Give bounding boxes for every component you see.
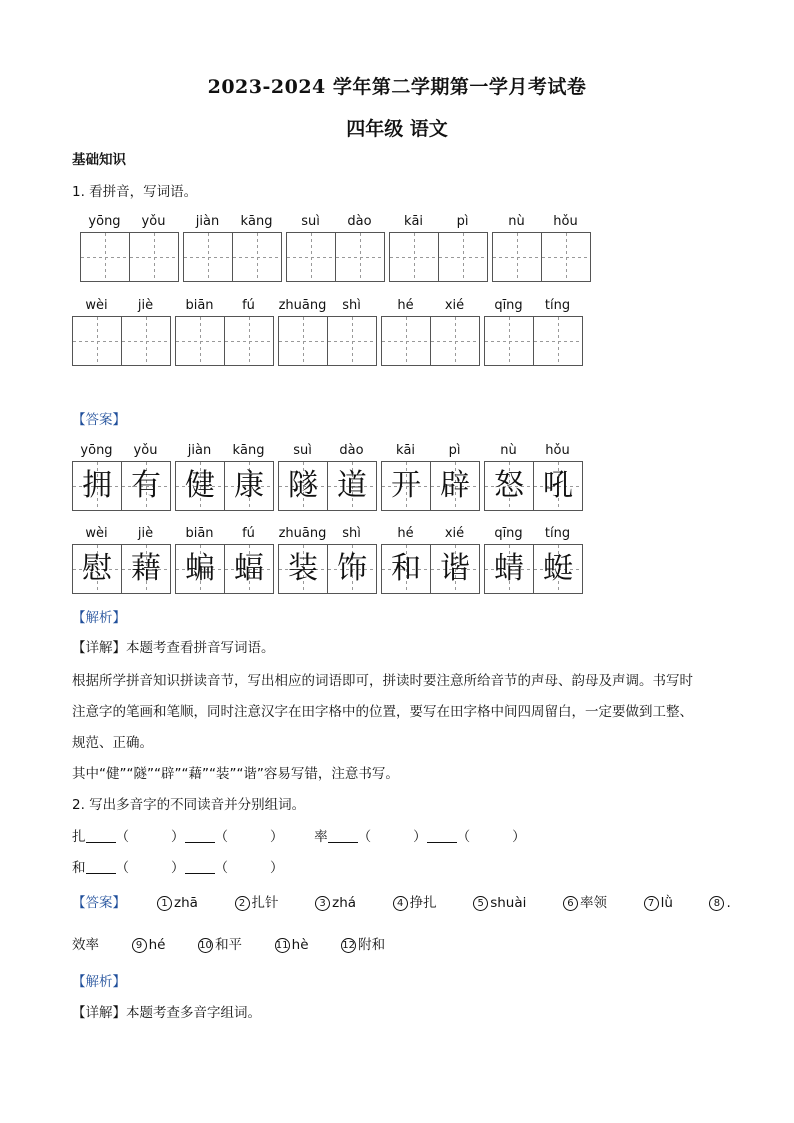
writing-cell[interactable] <box>175 316 225 366</box>
pinyin-label: suì <box>301 214 320 229</box>
writing-cell[interactable] <box>327 316 377 366</box>
writing-cell[interactable] <box>541 232 591 282</box>
pinyin-label: kāng <box>240 214 273 229</box>
writing-cell[interactable] <box>492 232 542 282</box>
pinyin-label: hé <box>397 298 414 313</box>
pinyin-label: pì <box>456 214 469 229</box>
answer-character: 藉 <box>131 551 161 586</box>
pinyin-label: qīng <box>494 298 523 313</box>
pinyin-label: fú <box>242 526 255 541</box>
answer-cell <box>430 544 480 594</box>
word-grid <box>492 214 591 282</box>
writing-cell[interactable] <box>286 232 336 282</box>
paragraph-4: 其中“健”“隧”“辟”“藉”“装”“谐”容易写错，注意书写。 <box>72 766 399 782</box>
answer-character: 慰 <box>82 551 112 586</box>
question-grid-row-1 <box>80 214 591 282</box>
page-title: 2023-2024 学年第二学期第一学月考试卷 <box>207 76 587 98</box>
q2-answers-line-1: 1 zhā 2 扎针 3 zhá 4 挣扎 5 shuài 6 率领 7 lǜ 8 . <box>157 893 731 913</box>
answer-character: 谐 <box>440 551 470 586</box>
pinyin-label: kāng <box>232 443 265 458</box>
answer-cell <box>72 544 122 594</box>
answer-label-1: 【答案】 <box>72 412 126 428</box>
writing-cell[interactable] <box>80 232 130 282</box>
question-grid-row-2 <box>72 298 583 366</box>
paragraph-3: 规范、正确。 <box>72 735 153 751</box>
pinyin-label: wèi <box>85 298 108 313</box>
pinyin-label: tíng <box>544 526 571 541</box>
writing-cell[interactable] <box>278 316 328 366</box>
writing-cell[interactable] <box>389 232 439 282</box>
answer-character: 蝙 <box>185 551 215 586</box>
answer-cell <box>121 544 171 594</box>
answer-label-2: 【答案】 <box>72 895 126 911</box>
answer-character: 开 <box>391 468 421 503</box>
pinyin-label: shì <box>342 526 361 541</box>
answer-cell <box>224 544 274 594</box>
pinyin-label: nù <box>500 443 517 458</box>
paragraph-2: 注意字的笔画和笔顺，同时注意汉字在田字格中的位置，要写在田字格中间四周留白，一定要做到工整、 <box>72 704 693 720</box>
pinyin-label: biān <box>185 298 214 313</box>
pinyin-label: yǒu <box>141 214 166 229</box>
word-grid <box>175 298 274 366</box>
word-grid <box>484 526 583 594</box>
writing-cell[interactable] <box>232 232 282 282</box>
answer-character: 隧 <box>288 468 318 503</box>
answer-character: 蜓 <box>543 551 573 586</box>
pinyin-label: yōng <box>88 214 121 229</box>
word-grid <box>175 443 274 511</box>
writing-cell[interactable] <box>224 316 274 366</box>
writing-cell[interactable] <box>129 232 179 282</box>
pinyin-label: yōng <box>80 443 113 458</box>
question-2: 2. 写出多音字的不同读音并分别组词。 <box>72 797 306 813</box>
pinyin-label: biān <box>185 526 214 541</box>
answer-character: 装 <box>288 551 318 586</box>
detail-1: 【详解】本题考查看拼音写词语。 <box>72 640 275 656</box>
answer-cell <box>533 461 583 511</box>
word-grid <box>80 214 179 282</box>
word-grid <box>72 526 171 594</box>
word-grid <box>278 298 377 366</box>
answer-grid-row-1 <box>72 443 583 511</box>
answer-cell <box>327 461 377 511</box>
answer-character: 吼 <box>543 468 573 503</box>
writing-cell[interactable] <box>430 316 480 366</box>
answer-character: 饰 <box>337 551 367 586</box>
writing-cell[interactable] <box>335 232 385 282</box>
pinyin-label: tíng <box>544 298 571 313</box>
q2-line-2: 和 （ ） （ ） <box>72 860 284 876</box>
word-grid <box>278 526 377 594</box>
answer-cell <box>175 461 225 511</box>
answer-cell <box>278 544 328 594</box>
answer-cell <box>381 544 431 594</box>
pinyin-label: xié <box>444 526 465 541</box>
word-grid <box>175 526 274 594</box>
word-grid <box>286 214 385 282</box>
pinyin-label: jiàn <box>195 214 220 229</box>
word-grid <box>278 443 377 511</box>
word-grid <box>484 443 583 511</box>
pinyin-label: shì <box>342 298 361 313</box>
analysis-label-1: 【解析】 <box>72 610 126 626</box>
answer-cell <box>430 461 480 511</box>
pinyin-label: hǒu <box>545 443 570 458</box>
page-subtitle: 四年级 语文 <box>346 118 448 140</box>
word-grid <box>72 298 171 366</box>
pinyin-label: kāi <box>395 443 416 458</box>
question-1: 1. 看拼音，写词语。 <box>72 184 198 200</box>
word-grid <box>381 298 480 366</box>
answer-grid-row-2 <box>72 526 583 594</box>
writing-cell[interactable] <box>381 316 431 366</box>
q2-line-1: 扎 （ ） （ ） 率 （ ） （ ） <box>72 829 526 845</box>
answer-cell <box>533 544 583 594</box>
answer-character: 蝠 <box>234 551 264 586</box>
pinyin-label: pì <box>448 443 461 458</box>
answer-character: 辟 <box>440 468 470 503</box>
pinyin-label: dào <box>339 443 364 458</box>
answer-cell <box>484 461 534 511</box>
pinyin-label: zhuāng <box>278 298 327 313</box>
answer-cell <box>175 544 225 594</box>
word-grid <box>389 214 488 282</box>
answer-cell <box>224 461 274 511</box>
q2-answers-line-2: 效率 9 hé 10 和平 11 hè 12 附和 <box>72 937 386 953</box>
pinyin-label: jiàn <box>187 443 212 458</box>
writing-cell[interactable] <box>121 316 171 366</box>
answer-character: 有 <box>131 468 161 503</box>
section-heading: 基础知识 <box>72 152 126 168</box>
pinyin-label: jiè <box>137 298 154 313</box>
answer-character: 蜻 <box>494 551 524 586</box>
pinyin-label: wèi <box>85 526 108 541</box>
answer-character: 拥 <box>82 468 112 503</box>
answer-cell <box>278 461 328 511</box>
answer-character: 道 <box>337 468 367 503</box>
detail-2: 【详解】本题考查多音字组词。 <box>72 1005 261 1021</box>
word-grid <box>484 298 583 366</box>
pinyin-label: qīng <box>494 526 523 541</box>
writing-cell[interactable] <box>183 232 233 282</box>
writing-cell[interactable] <box>484 316 534 366</box>
pinyin-label: nù <box>508 214 525 229</box>
writing-cell[interactable] <box>72 316 122 366</box>
pinyin-label: suì <box>293 443 312 458</box>
answer-cell <box>121 461 171 511</box>
answer-character: 和 <box>391 551 421 586</box>
pinyin-label: hé <box>397 526 414 541</box>
pinyin-label: jiè <box>137 526 154 541</box>
answer-character: 康 <box>234 468 264 503</box>
pinyin-label: fú <box>242 298 255 313</box>
word-grid <box>381 526 480 594</box>
pinyin-label: yǒu <box>133 443 158 458</box>
pinyin-label: kāi <box>403 214 424 229</box>
answer-cell <box>72 461 122 511</box>
pinyin-label: dào <box>347 214 372 229</box>
word-grid <box>183 214 282 282</box>
answer-character: 怒 <box>494 468 524 503</box>
word-grid <box>381 443 480 511</box>
answer-cell <box>327 544 377 594</box>
paragraph-1: 根据所学拼音知识拼读音节，写出相应的词语即可，拼读时要注意所给音节的声母、韵母及声调。书写时 <box>72 673 693 689</box>
pinyin-label: hǒu <box>553 214 578 229</box>
analysis-label-2: 【解析】 <box>72 974 126 990</box>
writing-cell[interactable] <box>438 232 488 282</box>
pinyin-label: xié <box>444 298 465 313</box>
pinyin-label: zhuāng <box>278 526 327 541</box>
answer-cell <box>484 544 534 594</box>
writing-cell[interactable] <box>533 316 583 366</box>
word-grid <box>72 443 171 511</box>
answer-character: 健 <box>185 468 215 503</box>
answer-cell <box>381 461 431 511</box>
